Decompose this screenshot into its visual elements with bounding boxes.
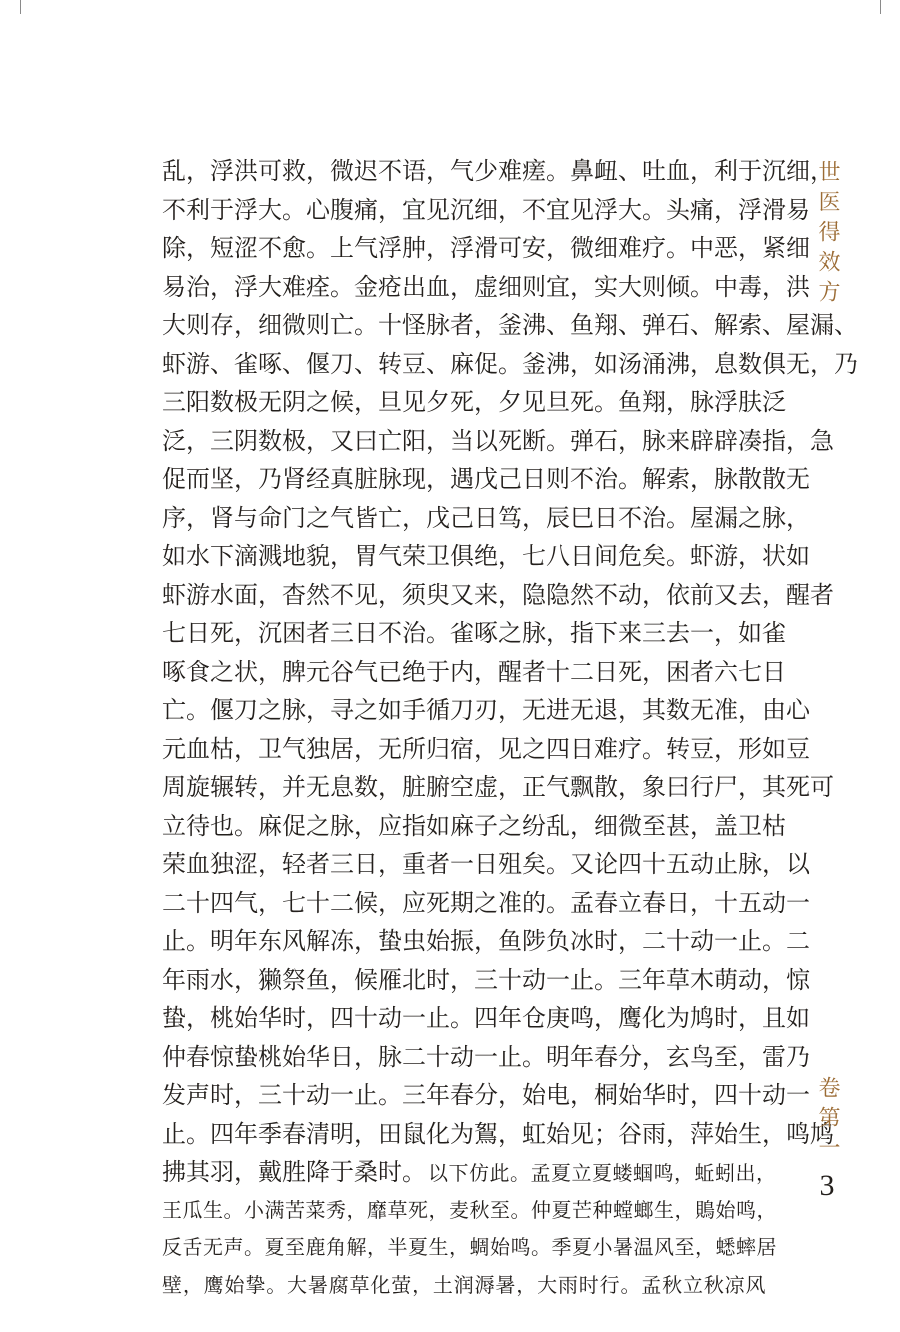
text-line: 如水下滴溅地貌，胃气荣卫俱绝，七八日间危矣。虾游，状如 <box>162 542 810 570</box>
main-text-segment: 拂其羽，戴胜降于桑时。 <box>162 1158 426 1186</box>
text-line: 七日死，沉困者三日不治。雀啄之脉，指下来三去一，如雀 <box>162 619 786 647</box>
text-line: 三阳数极无阴之候，旦见夕死，夕见旦死。鱼翔，脉浮肤泛 <box>162 388 786 416</box>
text-line: 发声时，三十动一止。三年春分，始电，桐始华时，四十动一 <box>162 1081 810 1109</box>
text-line: 序，肾与命门之气皆亡，戊己日笃，辰巳日不治。屋漏之脉， <box>162 503 810 532</box>
text-line: 年雨水，獭祭鱼，候雁北时，三十动一止。三年草木萌动，惊 <box>162 965 810 994</box>
text-line: 元血枯，卫气独居，无所归宿，见之四日难疗。转豆，形如豆 <box>162 734 810 763</box>
text-line: 亡。偃刀之脉，寻之如手循刀刃，无进无退，其数无准，由心 <box>162 696 810 724</box>
text-line: 周旋辗转，并无息数，脏腑空虚，正气飘散，象曰行尸，其死可 <box>162 773 834 801</box>
text-line: 仲春惊蛰桃始华日，脉二十动一止。明年春分，玄鸟至，雷乃 <box>162 1042 810 1071</box>
text-line: 大则存，细微则亡。十怪脉者，釜沸、鱼翔、弹石、解索、屋漏、 <box>162 311 858 339</box>
text-line: 啄食之状，脾元谷气已绝于内，醒者十二日死，困者六七日 <box>162 657 786 686</box>
annotation-line: 壁，鹰始挚。大暑腐草化萤，土润溽暑，大雨时行。孟秋立秋凉风 <box>162 1272 766 1297</box>
text-line: 蛰，桃始华时，四十动一止。四年仓庚鸣，鹰化为鸠时，且如 <box>162 1004 810 1032</box>
text-line: 促而坚，乃肾经真脏脉现，遇戊己日则不治。解索，脉散散无 <box>162 465 810 493</box>
text-line: 乱，浮洪可救，微迟不语，气少难瘥。鼻衄、吐血，利于沉细， <box>162 157 834 185</box>
text-line: 易治，浮大难痊。金疮出血，虚细则宜，实大则倾。中毒，洪 <box>162 272 810 301</box>
text-line: 泛，三阴数极，又曰亡阳，当以死断。弹石，脉来辟辟凑指，急 <box>162 426 834 455</box>
text-line: 除，短涩不愈。上气浮肿，浮滑可安，微细难疗。中恶，紧细 <box>162 234 810 262</box>
running-title: 世医得效方 <box>815 160 840 310</box>
mixed-text-line <box>162 1153 777 1192</box>
text-line: 止。明年东风解冻，蛰虫始振，鱼陟负冰时，二十动一止。二 <box>162 927 810 955</box>
page-number: 3 <box>819 1169 835 1202</box>
annotation-line: 王瓜生。小满苦菜秀，靡草死，麦秋至。仲夏芒种螳螂生，鵙始鸣， <box>162 1197 777 1222</box>
crop-mark-right <box>880 0 881 14</box>
text-line: 荣血独涩，轻者三日，重者一日殂矣。又论四十五动止脉，以 <box>162 850 810 878</box>
text-line: 二十四气，七十二候，应死期之准的。孟春立春日，十五动一 <box>162 888 810 917</box>
text-line: 虾游、雀啄、偃刀、转豆、麻促。釜沸，如汤涌沸，息数俱无，乃 <box>162 349 858 378</box>
text-line: 不利于浮大。心腹痛，宜见沉细，不宜见浮大。头痛，浮滑易 <box>162 195 810 224</box>
annotation-line: 反舌无声。夏至鹿角解，半夏生，蜩始鸣。季夏小暑温风至，蟋蟀居 <box>162 1235 777 1259</box>
crop-mark-left <box>20 0 21 14</box>
text-line: 立待也。麻促之脉，应指如麻子之纷乱，细微至甚，盖卫枯 <box>162 811 786 840</box>
chapter-label: 卷第一 <box>815 1076 840 1166</box>
text-line: 虾游水面，杳然不见，须臾又来，隐隐然不动，依前又去，醒者 <box>162 580 834 609</box>
annotation-segment: 以下仿此。孟夏立夏蝼蝈鸣，蚯蚓出， <box>428 1161 777 1185</box>
text-line: 止。四年季春清明，田鼠化为鴽，虹始见；谷雨，萍始生，鸣鸠 <box>162 1119 834 1148</box>
